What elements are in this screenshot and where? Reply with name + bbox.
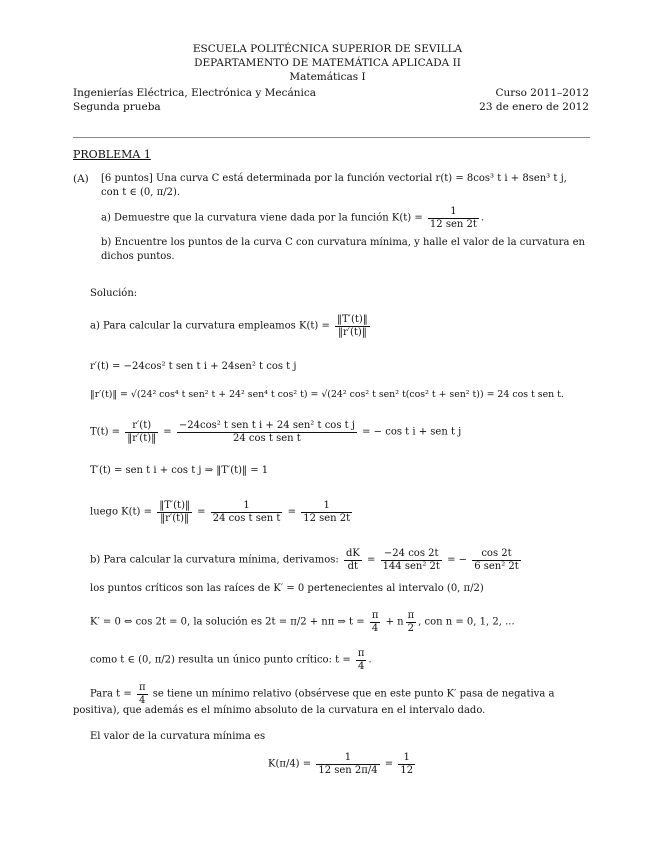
- fraction-denominator: dt: [344, 560, 362, 573]
- final-fraction-2: [398, 752, 415, 776]
- fraction-denominator: 4: [137, 694, 148, 707]
- fraction-numerator: π: [357, 648, 365, 659]
- minimum-line-1: [90, 682, 554, 706]
- tangent-fraction-2: [177, 420, 357, 444]
- fraction-denominator: 24 cos t sen t: [212, 512, 281, 524]
- plus-n-text: + n: [385, 616, 404, 628]
- equation-rhs: = − cos t i + sen t j: [362, 426, 462, 438]
- derivative-fraction-1: [344, 548, 362, 572]
- fraction-denominator: 12 sen 2t: [303, 512, 351, 524]
- course-name: Matemáticas I: [289, 71, 366, 83]
- unique-critical-line: como t ∈ (0, π/2) resulta un único punto crítico: t = $\frac{\pi}{4}$ .: [90, 648, 372, 672]
- fraction-numerator: ‖T′(t)‖: [159, 500, 190, 511]
- critical-equation-tail: , con n = 0, 1, 2, ...: [418, 616, 515, 628]
- min-curvature-label: El valor de la curvatura mínima es: [90, 731, 266, 742]
- fraction-numerator: ‖T′(t)‖: [337, 314, 368, 325]
- fraction-numerator: 1: [243, 500, 250, 511]
- solution-label: Solución:: [90, 288, 138, 299]
- speed-equation: ‖r′(t)‖ = √(24² cos⁴ t sen² t + 24² sen⁴ t cos² t) = √(24² cos² t sen² t(cos² t + sen² t)) = 24 cos t sen t.: [90, 389, 564, 400]
- derivative-line: b) Para calcular la curvatura mínima, derivamos: $\frac{dK}{dt}$ = $\frac{-24 \cos 2t}{\text{144 sen² 2t}}$ = − $\frac{\cos 2t}{\text{6 sen² 2t}}$: [90, 548, 519, 572]
- part-b-statement-line2: dichos puntos.: [101, 251, 175, 262]
- fraction-denominator: 24 cos t sen t: [177, 432, 357, 445]
- fraction-numerator: cos 2t: [481, 548, 512, 559]
- part-b-statement-line1: b) Encuentre los puntos de la curva C con curvatura mínima, y halle el valor de la curvatura en: [101, 237, 585, 248]
- tangent-derivative-equation: T′(t) = sen t i + cos t j ⇒ ‖T′(t)‖ = 1: [90, 465, 269, 476]
- fraction-denominator: ‖r′(t)‖: [335, 326, 370, 339]
- fraction-numerator: π: [407, 610, 415, 621]
- fraction-denominator: ‖r′(t)‖: [157, 512, 192, 525]
- problem-statement-line2: con t ∈ (0, π/2).: [101, 187, 181, 198]
- minimum-text-start: Para t =: [90, 688, 132, 700]
- velocity-equation: r′(t) = −24cos² t sen t i + 24sen² t cos t j: [90, 361, 297, 372]
- fraction-numerator: 1: [344, 752, 352, 763]
- part-a-statement: a) Demuestre que la curvatura viene dada por la función K(t) = $\frac{1}{\text{12 sen 2t}}$ .: [101, 206, 485, 230]
- equation-lhs: luego K(t) =: [90, 506, 153, 518]
- unique-critical-fraction: [356, 648, 367, 672]
- problem-title: PROBLEMA 1: [73, 148, 151, 161]
- minimum-line-2: positiva), que además es el mínimo absoluto de la curvatura en el intervalo dado.: [73, 705, 486, 716]
- equation-lhs: T(t) =: [90, 426, 121, 438]
- fraction-denominator: ‖r′(t)‖: [127, 432, 157, 444]
- unit-tangent-equation: T(t) = $\frac{r'(t)}{‖r'(t)‖}$ = $\frac{\text{−24cos² t sen t i + 24 sen² t cos t j}}{\text{24 cos t sen t}}$ = − cos t i + sen t j: [90, 420, 462, 444]
- fraction-numerator: dK: [345, 548, 360, 559]
- critical-equation-line: [90, 610, 515, 634]
- solution-a-line: [90, 314, 372, 338]
- test-label: Segunda prueba: [73, 101, 161, 113]
- fraction-denominator: 4: [356, 660, 367, 673]
- problem-statement-line1: [6 puntos] Una curva C está determinada por la función vectorial r(t) = 8cos³ t i + 8sen³ t j,: [101, 173, 567, 184]
- fraction-denominator: 6 sen² 2t: [474, 560, 519, 572]
- critical-equation-text: K′ = 0 ⇔ cos 2t = 0, la solución es 2t = π/2 + nπ ⇒ t =: [90, 616, 365, 628]
- min-curvature-equation: K(π/4) = $\frac{1}{\text{12 sen 2π/4}}$ = $\frac{1}{12}$: [268, 752, 414, 776]
- curvature-formula-fraction: [335, 314, 370, 338]
- fraction-numerator: −24 cos 2t: [383, 548, 439, 559]
- department-name: DEPARTAMENTO DE MATEMÁTICA APLICADA II: [194, 57, 461, 69]
- fraction-numerator: 1: [450, 206, 457, 217]
- fraction-denominator: 4: [370, 622, 381, 635]
- fraction-denominator: 2: [406, 622, 417, 635]
- header-divider: [73, 137, 590, 138]
- equation-lhs: K(π/4) =: [268, 758, 312, 770]
- critical-fraction-2: [406, 610, 417, 634]
- fraction-denominator: 144 sen² 2t: [382, 560, 440, 572]
- result-fraction-3: [301, 500, 352, 524]
- fraction-numerator: π: [138, 682, 146, 693]
- part-label: (A): [73, 173, 89, 185]
- solution-b-text: b) Para calcular la curvatura mínima, derivamos:: [90, 554, 339, 566]
- minimum-text-end: se tiene un mínimo relativo (obsérvese que en este punto K′ pasa de negativa a: [152, 688, 555, 700]
- part-a-text: a) Demuestre que la curvatura viene dada por la función K(t) =: [101, 212, 423, 224]
- school-name: ESCUELA POLITÉCNICA SUPERIOR DE SEVILLA: [192, 43, 463, 55]
- derivative-fraction-3: [472, 548, 521, 572]
- fraction-denominator: 12: [400, 764, 414, 776]
- exam-date: 23 de enero de 2012: [479, 101, 589, 113]
- academic-year: Curso 2011–2012: [495, 87, 589, 99]
- critical-fraction-1: [370, 610, 381, 634]
- critical-points-line: los puntos críticos son las raíces de K′ = 0 pertenecientes al intervalo (0, π/2): [90, 583, 484, 594]
- result-fraction-2: [211, 500, 283, 524]
- fraction-numerator: π: [371, 610, 379, 621]
- curvature-result-equation: luego K(t) = $\frac{‖T'(t)‖}{‖r'(t)‖}$ = $\frac{1}{\text{24 cos t sen t}}$ = $\frac{1}{\text{12 sen 2t}}$: [90, 500, 351, 524]
- fraction-numerator: −24cos² t sen t i + 24 sen² t cos t j: [178, 420, 355, 431]
- tangent-fraction-1: [125, 420, 158, 444]
- result-fraction-1: [157, 500, 192, 524]
- fraction-numerator: r′(t): [132, 420, 152, 431]
- derivative-fraction-2: [381, 548, 442, 572]
- final-fraction-1: [316, 752, 379, 776]
- unique-critical-text: como t ∈ (0, π/2) resulta un único punto crítico: t =: [90, 654, 351, 666]
- fraction-denominator: 12 sen 2t: [429, 218, 477, 230]
- fraction-denominator: 12 sen 2π/4: [318, 764, 378, 776]
- fraction-numerator: 1: [403, 752, 410, 763]
- curvature-fraction: [428, 206, 479, 230]
- fraction-numerator: 1: [323, 500, 330, 511]
- solution-a-text: a) Para calcular la curvatura empleamos K(t) =: [90, 320, 330, 332]
- degree-label: Ingenierías Eléctrica, Electrónica y Mecánica: [73, 87, 316, 99]
- minimum-fraction: [137, 682, 148, 706]
